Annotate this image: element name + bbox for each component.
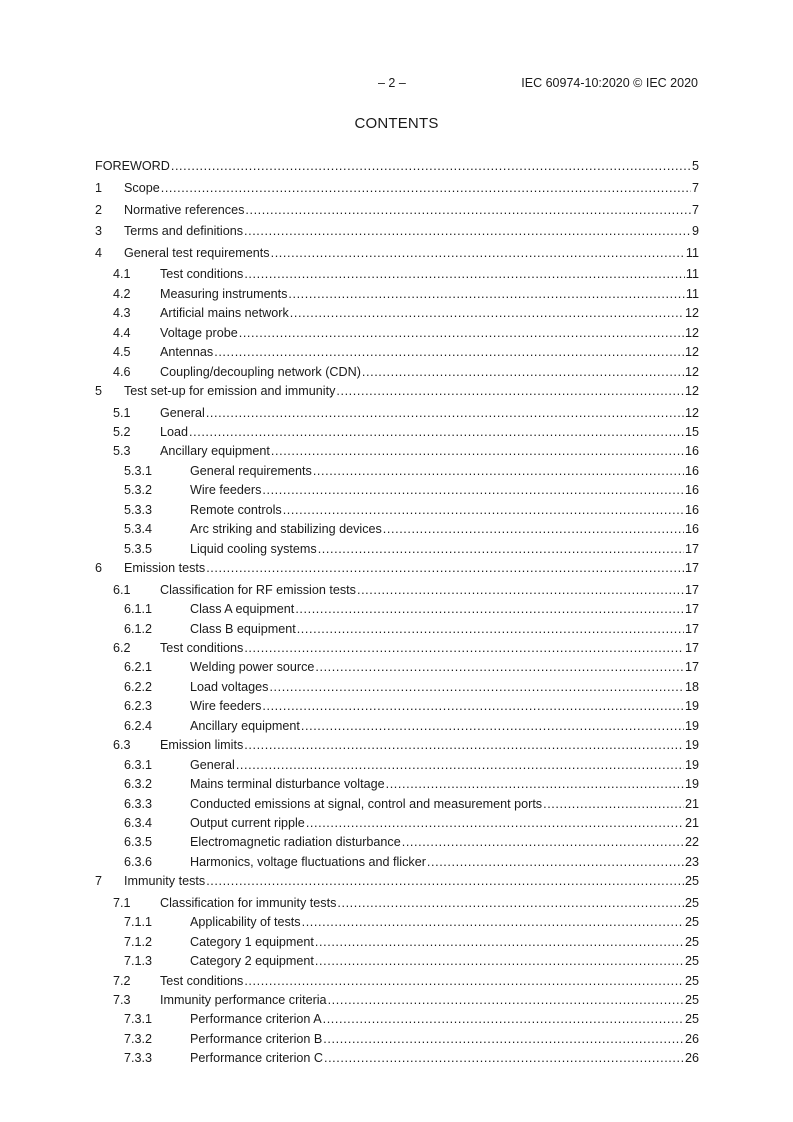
toc-entry-page: 12 xyxy=(684,306,699,321)
toc-entry-label: Classification for RF emission tests xyxy=(160,582,356,597)
toc-entry-page: 21 xyxy=(684,815,699,830)
dot-leader xyxy=(318,541,684,557)
toc-entry-line xyxy=(160,737,699,753)
toc-entry[interactable] xyxy=(95,502,699,521)
toc-entry-label: Test conditions xyxy=(160,973,244,988)
toc-entry-page: 17 xyxy=(684,541,699,556)
toc-entry-label: Immunity tests xyxy=(124,874,206,889)
toc-entry[interactable] xyxy=(95,992,699,1011)
dot-leader xyxy=(543,796,684,812)
toc-entry-label: FOREWORD xyxy=(95,159,170,173)
toc-entry-page: 26 xyxy=(684,1031,699,1046)
toc-entry-label: Load voltages xyxy=(190,679,269,694)
dot-leader xyxy=(337,895,684,911)
toc-entry-label: Performance criterion A xyxy=(190,1012,322,1027)
toc-entry-number: 7 xyxy=(95,874,103,889)
dot-leader xyxy=(328,992,684,1008)
toc-entry[interactable] xyxy=(95,286,699,305)
toc-entry-label: Welding power source xyxy=(190,660,315,675)
toc-entry-label: Measuring instruments xyxy=(160,286,288,301)
toc-entry-page: 17 xyxy=(684,641,699,655)
toc-entry[interactable] xyxy=(95,679,699,698)
toc-entry[interactable] xyxy=(95,815,699,834)
toc-entry-line xyxy=(160,973,699,989)
toc-entry-line xyxy=(190,953,699,969)
dot-leader xyxy=(171,158,691,174)
toc-entry[interactable] xyxy=(95,737,699,756)
toc-entry-page: 11 xyxy=(685,267,699,282)
toc-entry-line xyxy=(190,679,699,695)
toc-entry-page: 12 xyxy=(684,384,699,398)
toc-entry-label: Normative references xyxy=(124,202,245,217)
toc-entry-number: 2 xyxy=(95,202,103,217)
toc-entry-number: 5.3 xyxy=(113,444,131,459)
toc-entry-page: 25 xyxy=(684,874,699,889)
dot-leader xyxy=(302,914,684,930)
dot-leader xyxy=(244,973,684,989)
toc-entry-line xyxy=(95,158,699,174)
toc-entry-label: Classification for immunity tests xyxy=(160,895,337,910)
toc-entry-line xyxy=(160,266,699,282)
toc-entry-number: 4.3 xyxy=(113,306,131,321)
toc-entry-page: 17 xyxy=(684,582,699,597)
toc-entry-number: 6.2 xyxy=(113,641,131,655)
toc-entry-label: Performance criterion B xyxy=(190,1031,323,1046)
toc-entry-label: Artificial mains network xyxy=(160,306,289,321)
toc-entry-line xyxy=(124,180,699,196)
toc-entry-page: 25 xyxy=(684,915,699,930)
toc-entry-line xyxy=(190,463,699,479)
toc-entry-number: 4.1 xyxy=(113,267,131,282)
toc-entry-page: 25 xyxy=(684,954,699,969)
dot-leader xyxy=(269,679,684,695)
toc-entry-page: 7 xyxy=(691,202,699,217)
toc-entry-label: Coupling/decoupling network (CDN) xyxy=(160,364,361,379)
toc-entry-number: 6.2.3 xyxy=(124,699,153,714)
toc-entry-page: 17 xyxy=(684,621,699,636)
toc-entry-line xyxy=(160,640,699,656)
table-of-contents xyxy=(95,158,699,1070)
toc-entry[interactable] xyxy=(95,560,699,582)
toc-entry-number: 5.1 xyxy=(113,405,131,420)
toc-entry[interactable] xyxy=(95,914,699,933)
toc-entry[interactable] xyxy=(95,305,699,324)
dot-leader xyxy=(244,266,685,282)
toc-entry-page: 7 xyxy=(691,181,699,195)
toc-entry[interactable] xyxy=(95,1050,699,1069)
toc-entry-number: 4.6 xyxy=(113,364,131,379)
toc-entry[interactable] xyxy=(95,834,699,853)
toc-entry-page: 23 xyxy=(684,854,699,869)
toc-entry-page: 18 xyxy=(684,679,699,694)
toc-entry-page: 25 xyxy=(684,934,699,949)
toc-entry-number: 7.1 xyxy=(113,895,131,910)
toc-entry-label: Ancillary equipment xyxy=(160,444,270,459)
toc-entry-number: 7.3.3 xyxy=(124,1051,153,1066)
toc-entry-page: 25 xyxy=(684,895,699,910)
dot-leader xyxy=(295,601,684,617)
toc-entry-page: 19 xyxy=(684,757,699,772)
toc-entry[interactable] xyxy=(95,202,699,224)
toc-entry-line xyxy=(160,992,699,1008)
toc-entry-line xyxy=(124,202,699,218)
toc-entry-line xyxy=(190,621,699,637)
toc-entry-number: 5.3.5 xyxy=(124,541,153,556)
toc-entry-label: Immunity performance criteria xyxy=(160,993,327,1008)
toc-entry-label: Test conditions xyxy=(160,641,244,655)
toc-entry-line xyxy=(160,895,699,911)
dot-leader xyxy=(362,364,684,380)
toc-entry-label: Emission limits xyxy=(160,738,244,753)
toc-entry-number: 6.3.4 xyxy=(124,815,153,830)
toc-entry-page: 9 xyxy=(691,224,699,239)
toc-entry-page: 19 xyxy=(684,738,699,753)
toc-entry-number: 5 xyxy=(95,384,103,398)
toc-entry-line xyxy=(124,245,699,261)
dot-leader xyxy=(290,305,684,321)
dot-leader xyxy=(245,202,691,218)
toc-entry-line xyxy=(160,305,699,321)
toc-entry-number: 6.3.2 xyxy=(124,777,153,792)
toc-entry-number: 6.1 xyxy=(113,582,131,597)
toc-entry-label: Scope xyxy=(124,181,160,195)
toc-entry[interactable] xyxy=(95,796,699,815)
toc-entry-label: Terms and definitions xyxy=(124,224,244,239)
toc-entry-line xyxy=(124,560,699,576)
toc-entry[interactable] xyxy=(95,934,699,953)
toc-entry-line xyxy=(190,1031,699,1047)
toc-entry-number: 6.2.1 xyxy=(124,660,153,675)
toc-entry-label: Electromagnetic radiation disturbance xyxy=(190,835,401,850)
toc-entry[interactable] xyxy=(95,325,699,344)
toc-entry-page: 26 xyxy=(684,1051,699,1066)
toc-entry-line xyxy=(190,914,699,930)
dot-leader xyxy=(324,1050,684,1066)
toc-entry-number: 4.2 xyxy=(113,286,131,301)
toc-entry[interactable] xyxy=(95,424,699,443)
toc-entry-number: 6.3.1 xyxy=(124,757,153,772)
toc-entry-line xyxy=(190,934,699,950)
toc-entry[interactable] xyxy=(95,463,699,482)
toc-entry[interactable] xyxy=(95,895,699,914)
toc-entry-number: 4 xyxy=(95,245,103,260)
toc-entry-number: 6.2.4 xyxy=(124,718,153,733)
toc-entry-number: 6.1.2 xyxy=(124,621,153,636)
toc-entry-page: 16 xyxy=(684,444,699,459)
toc-entry[interactable] xyxy=(95,776,699,795)
toc-entry[interactable] xyxy=(95,601,699,620)
toc-entry-number: 3 xyxy=(95,224,103,239)
toc-entry-line xyxy=(190,521,699,537)
toc-entry-line xyxy=(160,344,699,360)
toc-entry-number: 5.3.3 xyxy=(124,502,153,517)
dot-leader xyxy=(386,776,684,792)
toc-entry-label: Antennas xyxy=(160,345,214,360)
toc-entry[interactable] xyxy=(95,953,699,972)
dot-leader xyxy=(206,405,684,421)
toc-entry[interactable] xyxy=(95,698,699,717)
toc-entry[interactable] xyxy=(95,973,699,992)
toc-entry-number: 7.3 xyxy=(113,993,131,1008)
dot-leader xyxy=(427,854,684,870)
toc-entry-line xyxy=(124,223,699,239)
toc-entry-label: Test conditions xyxy=(160,267,244,282)
toc-entry-page: 12 xyxy=(684,405,699,420)
dot-leader xyxy=(283,502,684,518)
toc-entry[interactable] xyxy=(95,659,699,678)
toc-entry-page: 22 xyxy=(684,835,699,850)
toc-entry-line xyxy=(190,482,699,498)
dot-leader xyxy=(301,718,684,734)
dot-leader xyxy=(244,223,691,239)
toc-entry-number: 5.2 xyxy=(113,425,131,440)
toc-entry-page: 5 xyxy=(691,159,699,173)
toc-entry-line xyxy=(160,443,699,459)
toc-entry-page: 25 xyxy=(684,1012,699,1027)
dot-leader xyxy=(315,934,684,950)
toc-entry-label: General requirements xyxy=(190,463,312,478)
toc-entry-page: 19 xyxy=(684,699,699,714)
toc-entry-label: Wire feeders xyxy=(190,699,262,714)
toc-entry-label: Performance criterion C xyxy=(190,1051,323,1066)
toc-entry-number: 5.3.2 xyxy=(124,483,153,498)
toc-entry-number: 4.5 xyxy=(113,345,131,360)
toc-entry-label: Class B equipment xyxy=(190,621,296,636)
toc-entry-number: 5.3.1 xyxy=(124,463,153,478)
toc-entry[interactable] xyxy=(95,873,699,895)
toc-entry[interactable] xyxy=(95,482,699,501)
toc-entry-page: 19 xyxy=(684,718,699,733)
toc-entry-label: Ancillary equipment xyxy=(190,718,300,733)
toc-entry-line xyxy=(124,873,699,889)
toc-entry-line xyxy=(190,659,699,675)
toc-entry-page: 12 xyxy=(684,325,699,340)
dot-leader xyxy=(313,463,684,479)
toc-entry-line xyxy=(190,776,699,792)
toc-entry-label: Applicability of tests xyxy=(190,915,301,930)
toc-entry-label: General xyxy=(190,757,235,772)
toc-entry-label: Class A equipment xyxy=(190,602,295,617)
toc-entry[interactable] xyxy=(95,1031,699,1050)
dot-leader xyxy=(262,482,684,498)
toc-entry-page: 16 xyxy=(684,463,699,478)
toc-entry-line xyxy=(190,541,699,557)
toc-entry[interactable] xyxy=(95,223,699,245)
page-header xyxy=(0,76,793,92)
dot-leader xyxy=(323,1031,684,1047)
toc-entry[interactable] xyxy=(95,443,699,462)
toc-entry-page: 16 xyxy=(684,502,699,517)
toc-entry-label: Load xyxy=(160,425,189,440)
toc-entry-line xyxy=(160,405,699,421)
toc-entry-page: 12 xyxy=(684,364,699,379)
dot-leader xyxy=(206,560,684,576)
toc-entry-page: 16 xyxy=(684,483,699,498)
dot-leader xyxy=(402,834,684,850)
toc-entry-label: Output current ripple xyxy=(190,815,305,830)
toc-entry-line xyxy=(190,502,699,518)
page-title: CONTENTS xyxy=(354,115,439,132)
toc-entry-line xyxy=(190,1011,699,1027)
toc-entry[interactable] xyxy=(95,344,699,363)
toc-entry-number: 6.2.2 xyxy=(124,679,153,694)
toc-entry[interactable] xyxy=(95,718,699,737)
toc-entry-number: 7.3.1 xyxy=(124,1012,153,1027)
toc-entry[interactable] xyxy=(95,582,699,601)
toc-entry[interactable] xyxy=(95,757,699,776)
toc-entry-number: 4.4 xyxy=(113,325,131,340)
toc-entry[interactable] xyxy=(95,621,699,640)
toc-entry-number: 7.1.2 xyxy=(124,934,153,949)
toc-entry-line xyxy=(190,718,699,734)
dot-leader xyxy=(306,815,684,831)
toc-entry-label: Wire feeders xyxy=(190,483,262,498)
toc-entry-page: 25 xyxy=(684,973,699,988)
toc-entry[interactable] xyxy=(95,266,699,285)
toc-entry-line xyxy=(190,757,699,773)
toc-entry[interactable] xyxy=(95,854,699,873)
toc-entry[interactable] xyxy=(95,245,699,267)
toc-entry-line xyxy=(160,364,699,380)
toc-entry-line xyxy=(190,1050,699,1066)
dot-leader xyxy=(214,344,684,360)
toc-entry-number: 6.3 xyxy=(113,738,131,753)
toc-entry-number: 7.1.1 xyxy=(124,915,153,930)
dot-leader xyxy=(271,443,684,459)
toc-entry-number: 7.1.3 xyxy=(124,954,153,969)
dot-leader xyxy=(262,698,684,714)
dot-leader xyxy=(383,521,684,537)
toc-entry-label: Mains terminal disturbance voltage xyxy=(190,777,385,792)
toc-entry-number: 7.2 xyxy=(113,973,131,988)
toc-entry-number: 6.3.6 xyxy=(124,854,153,869)
toc-entry-label: Conducted emissions at signal, control and measurement ports xyxy=(190,796,543,811)
toc-entry-page: 17 xyxy=(684,602,699,617)
toc-entry-number: 7.3.2 xyxy=(124,1031,153,1046)
dot-leader xyxy=(297,621,684,637)
toc-entry-label: General xyxy=(160,405,205,420)
toc-entry[interactable] xyxy=(95,405,699,424)
toc-entry-line xyxy=(190,815,699,831)
dot-leader xyxy=(236,757,684,773)
page-number: – 2 – xyxy=(378,76,406,90)
toc-entry-line xyxy=(190,796,699,812)
toc-entry-label: Category 1 equipment xyxy=(190,934,314,949)
standard-reference: IEC 60974-10:2020 © IEC 2020 xyxy=(521,76,698,90)
toc-entry-line xyxy=(124,383,699,399)
toc-entry-label: Test set-up for emission and immunity xyxy=(124,384,336,398)
toc-entry-number: 6.3.3 xyxy=(124,796,153,811)
toc-entry-number: 6.3.5 xyxy=(124,835,153,850)
toc-entry-number: 1 xyxy=(95,181,103,195)
dot-leader xyxy=(189,424,684,440)
toc-entry-number: 6 xyxy=(95,561,103,576)
toc-entry-line xyxy=(190,601,699,617)
toc-entry-page: 19 xyxy=(684,777,699,792)
toc-entry-line xyxy=(160,582,699,598)
dot-leader xyxy=(288,286,685,302)
toc-entry-page: 25 xyxy=(684,993,699,1008)
toc-entry-label: Liquid cooling systems xyxy=(190,541,317,556)
toc-entry-line xyxy=(190,834,699,850)
toc-entry-number: 6.1.1 xyxy=(124,602,153,617)
dot-leader xyxy=(336,383,684,399)
toc-entry[interactable] xyxy=(95,640,699,659)
toc-entry-label: General test requirements xyxy=(124,245,270,260)
toc-entry[interactable] xyxy=(95,541,699,560)
toc-entry[interactable] xyxy=(95,158,699,180)
toc-entry-line xyxy=(160,424,699,440)
toc-entry-page: 12 xyxy=(684,345,699,360)
toc-entry-page: 15 xyxy=(684,425,699,440)
dot-leader xyxy=(315,953,684,969)
dot-leader xyxy=(244,640,684,656)
toc-entry-line xyxy=(160,286,699,302)
toc-entry-label: Harmonics, voltage fluctuations and flicker xyxy=(190,854,426,869)
toc-entry-page: 16 xyxy=(684,522,699,537)
toc-entry-page: 17 xyxy=(684,660,699,675)
toc-entry-label: Arc striking and stabilizing devices xyxy=(190,522,382,537)
toc-entry[interactable] xyxy=(95,521,699,540)
dot-leader xyxy=(323,1011,684,1027)
toc-entry-line xyxy=(190,854,699,870)
dot-leader xyxy=(244,737,684,753)
dot-leader xyxy=(239,325,684,341)
toc-entry-page: 11 xyxy=(685,245,699,260)
toc-entry[interactable] xyxy=(95,383,699,405)
toc-entry-line xyxy=(160,325,699,341)
toc-entry[interactable] xyxy=(95,180,699,202)
toc-entry[interactable] xyxy=(95,1011,699,1030)
toc-entry-page: 17 xyxy=(684,561,699,576)
dot-leader xyxy=(357,582,684,598)
toc-entry-page: 21 xyxy=(684,796,699,811)
toc-entry-line xyxy=(190,698,699,714)
toc-entry-label: Voltage probe xyxy=(160,325,238,340)
toc-entry-label: Category 2 equipment xyxy=(190,954,314,969)
toc-entry-label: Emission tests xyxy=(124,561,206,576)
dot-leader xyxy=(271,245,685,261)
dot-leader xyxy=(161,180,691,196)
dot-leader xyxy=(206,873,684,889)
toc-entry-label: Remote controls xyxy=(190,502,282,517)
dot-leader xyxy=(315,659,684,675)
toc-entry-page: 11 xyxy=(685,286,699,301)
toc-entry-number: 5.3.4 xyxy=(124,522,153,537)
toc-entry[interactable] xyxy=(95,364,699,383)
